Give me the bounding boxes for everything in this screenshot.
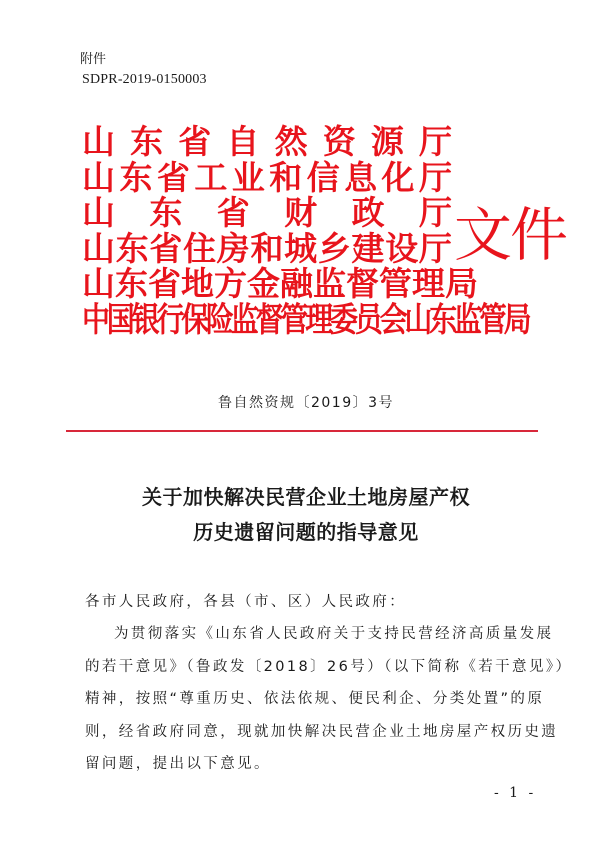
issuer-char: 督	[346, 264, 379, 303]
issuer-char: 东	[130, 122, 164, 161]
red-separator-rule	[66, 430, 538, 432]
document-title-line-2: 历史遗留问题的指导意见	[193, 520, 419, 544]
attachment-label: 附件	[80, 52, 107, 67]
issuer-char: 东	[115, 228, 149, 268]
issuer-char: 和	[250, 228, 284, 268]
issuer-char: 政	[351, 193, 385, 232]
issuer-char: 监	[313, 264, 346, 303]
issuer-char: 省	[149, 228, 183, 268]
issuer-char: 东	[119, 157, 153, 197]
issuer-row	[82, 157, 452, 197]
issuer-char: 中国银行保险监督管理委员会山东监管局	[82, 299, 529, 339]
issuer-char: 房	[216, 228, 250, 268]
issuer-char: 厅	[418, 157, 452, 197]
paragraph-line: 精神，按照“尊重历史、依法依规、便民利企、分类处置”的原	[85, 691, 545, 707]
issuer-row	[82, 298, 529, 341]
issuer-char: 山	[82, 264, 115, 303]
issuer-char: 厅	[418, 122, 452, 161]
issuer-char: 地	[181, 264, 214, 303]
issuer-char: 东	[149, 193, 183, 232]
issuer-char: 化	[381, 157, 415, 197]
issuer-char: 资	[322, 122, 356, 161]
issuer-char: 管	[379, 264, 412, 303]
issuer-char: 城	[284, 228, 318, 268]
issuer-char: 和	[269, 157, 303, 197]
issuer-row	[82, 264, 478, 303]
issuer-row	[82, 228, 452, 268]
issuer-char: 方	[214, 264, 247, 303]
issuer-char: 住	[183, 228, 217, 268]
issuer-char: 财	[284, 193, 318, 232]
issuer-char: 山	[82, 193, 115, 232]
body-paragraph	[85, 618, 573, 781]
issuer-char: 理	[412, 264, 445, 303]
issuer-char: 局	[445, 264, 478, 303]
issuer-char: 山	[82, 228, 115, 268]
document-number: 鲁自然资规〔2019〕3号	[217, 395, 395, 411]
issuer-char: 工	[194, 157, 228, 197]
issuer-row	[82, 195, 452, 231]
issuer-char: 业	[231, 157, 265, 197]
issuer-char: 信	[306, 157, 340, 197]
document-type-suffix: 文件	[454, 201, 567, 269]
issuer-row	[82, 124, 452, 160]
issuer-char: 厅	[418, 193, 452, 232]
issuer-char: 乡	[317, 228, 351, 268]
issuer-char: 设	[385, 228, 419, 268]
issuer-char: 然	[274, 122, 308, 161]
issuer-char: 融	[280, 264, 313, 303]
issuer-char: 省	[148, 264, 181, 303]
page-number: - 1 -	[494, 785, 537, 801]
issuer-char: 息	[344, 157, 378, 197]
issuer-char: 省	[156, 157, 190, 197]
issuer-char: 山	[82, 122, 115, 161]
paragraph-line: 则，经省政府同意，现就加快解决民营企业土地房屋产权历史遗	[85, 723, 559, 740]
issuer-char: 厅	[418, 228, 452, 268]
document-code: SDPR-2019-0150003	[82, 72, 207, 87]
issuer-char: 东	[115, 264, 148, 303]
issuer-char: 山	[82, 157, 115, 197]
issuer-char: 自	[226, 122, 260, 161]
paragraph-line: 的若干意见》（鲁政发〔2018〕26号）（以下简称《若干意见》）	[85, 658, 573, 675]
issuer-char: 建	[351, 228, 385, 268]
issuer-char: 省	[216, 193, 250, 232]
paragraph-line: 留问题，提出以下意见。	[85, 756, 271, 772]
issuer-char: 省	[178, 122, 212, 161]
salutation: 各市人民政府，各县（市、区）人民政府：	[85, 594, 407, 610]
document-title-line-1: 关于加快解决民营企业土地房屋产权	[142, 485, 470, 509]
paragraph-line: 为贯彻落实《山东省人民政府关于支持民营经济高质量发展	[114, 626, 554, 642]
issuer-char: 金	[247, 264, 280, 303]
issuer-char: 源	[370, 122, 404, 161]
